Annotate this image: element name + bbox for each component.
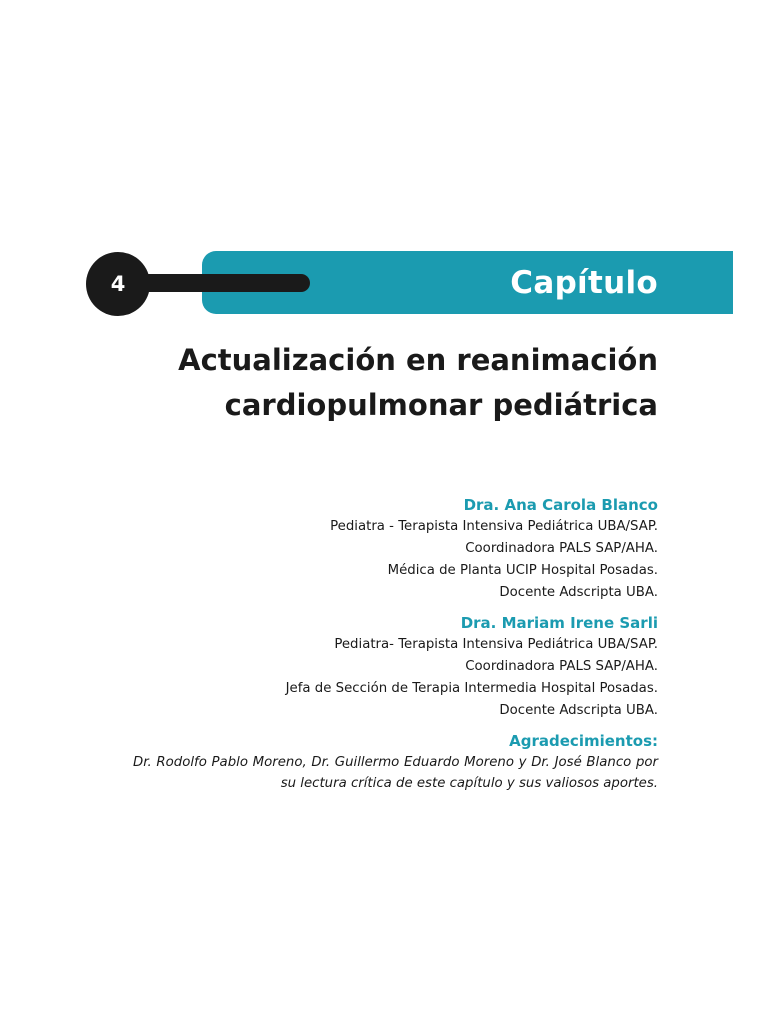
author-credential: Coordinadora PALS SAP/AHA.	[465, 541, 658, 556]
chapter-title-line-1: Actualización en reanimación	[178, 343, 658, 377]
author-credential: Docente Adscripta UBA.	[499, 703, 658, 718]
chapter-number-badge: 4	[86, 252, 150, 316]
chapter-label: Capítulo	[510, 265, 658, 301]
author-credential: Médica de Planta UCIP Hospital Posadas.	[387, 563, 658, 578]
authors-section	[98, 494, 658, 794]
author-credential: Coordinadora PALS SAP/AHA.	[465, 659, 658, 674]
author-credential: Pediatra - Terapista Intensiva Pediátrica UBA/SAP.	[330, 519, 658, 534]
author-block	[98, 494, 658, 604]
acknowledgments-text: Dr. Rodolfo Pablo Moreno, Dr. Guillermo Eduardo Moreno y Dr. José Blanco por su lectura crítica de este capítulo y sus valiosos aportes.	[133, 755, 658, 791]
chapter-title	[98, 338, 658, 428]
acknowledgments-heading: Agradecimientos:	[509, 732, 658, 750]
chapter-title-line-2: cardiopulmonar pediátrica	[224, 388, 658, 422]
author-credential: Docente Adscripta UBA.	[499, 585, 658, 600]
author-block	[98, 612, 658, 722]
author-name: Dra. Mariam Irene Sarli	[460, 614, 658, 632]
author-credential: Pediatra- Terapista Intensiva Pediátrica UBA/SAP.	[334, 637, 658, 652]
author-credential: Jefa de Sección de Terapia Intermedia Hospital Posadas.	[285, 681, 658, 696]
author-name: Dra. Ana Carola Blanco	[463, 496, 658, 514]
